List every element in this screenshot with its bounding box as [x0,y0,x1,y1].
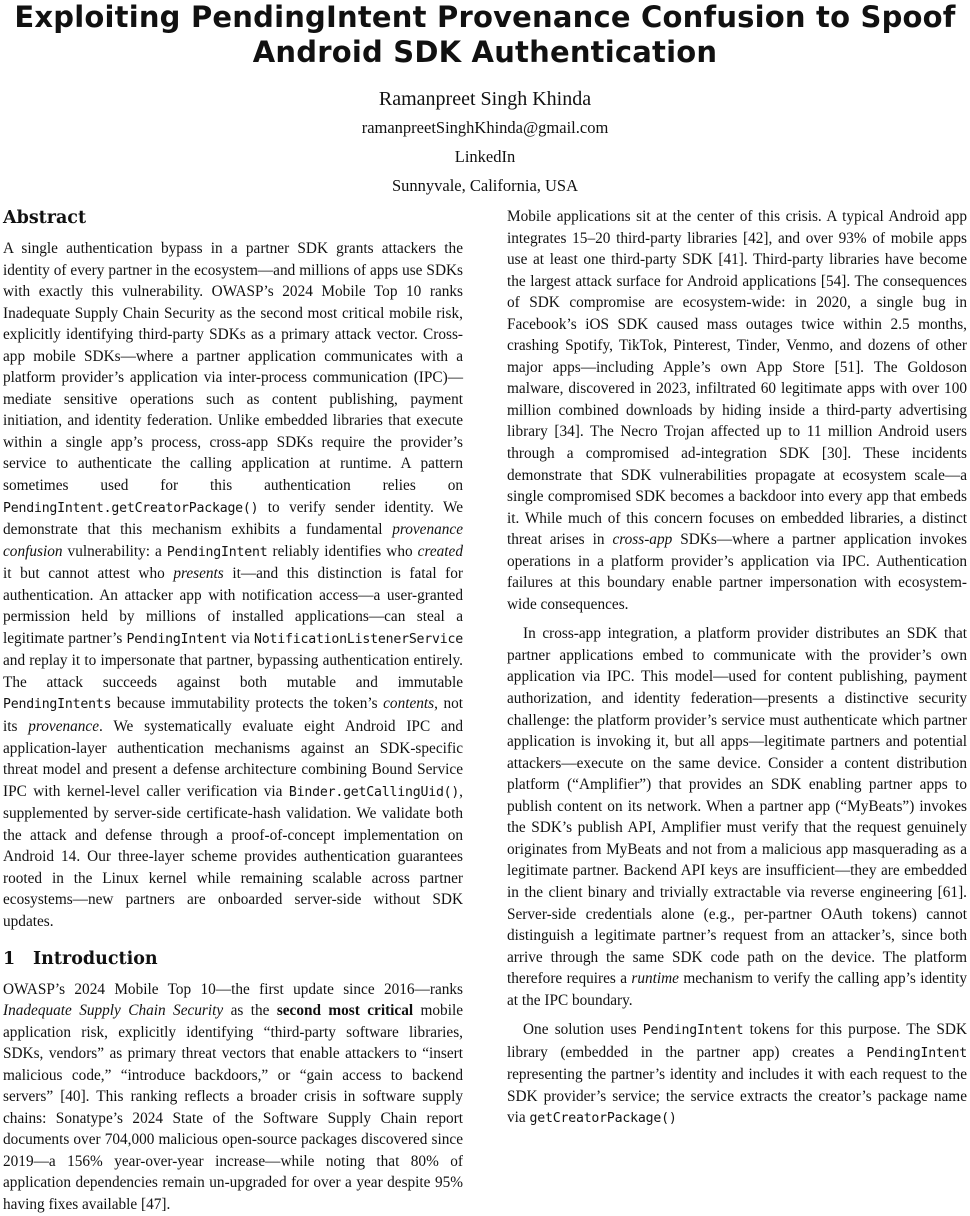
introduction-heading: 1 Introduction [3,948,158,969]
author-email: ramanpreetSinghKhinda@gmail.com [361,118,609,137]
intro-paragraph-1: OWASP’s 2024 Mobile Top 10—the first update since 2016—ranks Inadequate Supply Chain Security as the second most critical mobile application risk, explicitly identifying “third-party software libraries, SDKs, vendors” as primary threat vectors that enable attackers to “insert malicious code,” “introduce backdoors,” or “gain access to backend servers” [40]. This ranking reflects a broader crisis in software supply chains: Sonatype’s 2024 State of the Software Supply Chain report documents over 704,000 malicious open-source packages discovered since 2019—a 156% year-over-year increase—while noting that 80% of application dependencies remain un-upgraded for over a year despite 95% having fixes available [47]. [3,980,463,1213]
paper-title: Exploiting PendingIntent Provenance Confusion to Spoof Android SDK Authentication [14,0,956,69]
author-name: Ramanpreet Singh Khinda [378,88,592,110]
intro-paragraph-2: Mobile applications sit at the center of this crisis. A typical Android app integrates 15–20 third-party libraries [42], and over 93% of mobile apps use at least one third-party SDK [41]. Third-party libraries have become the largest attack surface for Android applications [54]. The consequences of SDK compromise are ecosystem-wide: in 2020, a single bug in Facebook’s iOS SDK caused mass outages twice within 2.5 months, crashing Spotify, TikTok, Pinterest, Tinder, Venmo, and dozens of other major apps—including Apple’s own App Store [51]. The Goldoson malware, discovered in 2023, infiltrated 60 legitimate apps with over 100 million combined downloads by hiding inside a third-party advertising library [34]. The Necro Trojan affected up to 11 million Android users through a compromised ad-integration SDK [30]. These incidents demonstrate that SDK vulnerabilities propagate at ecosystem scale—a single compromised SDK becomes a backdoor into every app that embeds it. While much of this concern focuses on embedded libraries, a distinct threat arises in cross-app SDKs—where a partner application invokes operations in a platform provider’s application via IPC. Authentication failures at this boundary enable partner impersonation with ecosystem-wide consequences. [507,208,967,613]
intro-paragraph-4: One solution uses PendingIntent tokens for this purpose. The SDK library (embedded in the partner app) creates a PendingIntent representing the partner’s identity and includes it with each request to the SDK provider’s service; the service extracts the creator’s package name via getCreatorPackage() [507,1021,967,1127]
right-column [507,206,967,1130]
intro-paragraph-3: In cross-app integration, a platform provider distributes an SDK that partner applications embed to communicate with the provider’s own application via IPC. This model—used for content publishing, payment authorization, and identity federation—presents a distinctive security challenge: the platform provider’s service must authenticate which partner application is invoking it, but all apps—legitimate partners and potential attackers—execute on the same device. Consider a content distribution platform (“Amplifier”) that provides an SDK enabling partner apps to publish content on its network. When a partner app (“MyBeats”) invokes the SDK’s publish API, Amplifier must verify that the request genuinely originates from MyBeats and not from a malicious app masquerading as a legitimate partner. Backend API keys are insufficient—they are embedded in the client binary and trivially extractable via reverse engineering [61]. Server-side credentials alone (e.g., per-partner OAuth tokens) cannot distinguish a legitimate partner’s request from an attacker’s, since both arrive through the same SDK code path on the device. The platform therefore requires a runtime mechanism to verify the calling app’s identity at the IPC boundary. [507,625,967,1009]
left-column [3,206,463,1216]
abstract-heading: Abstract [3,208,87,228]
author-affiliation: LinkedIn [454,147,516,166]
author-location: Sunnyvale, California, USA [391,176,579,195]
abstract-paragraph: A single authentication bypass in a partner SDK grants attackers the identity of every partner in the ecosystem—and millions of apps use SDKs with exactly this vulnerability. OWASP’s 2024 Mobile Top 10 ranks Inadequate Supply Chain Security as the second most critical mobile risk, explicitly identifying third-party SDKs as a primary attack vector. Cross-app mobile SDKs—where a partner application communicates with a platform provider’s application via inter-process communication (IPC)—mediate sensitive operations such as content publishing, payment initiation, and identity federation. Unlike embedded libraries that execute within a single app’s process, cross-app SDKs require the provider’s service to authenticate the calling application at runtime. A pattern sometimes used for this authentication relies on PendingIntent.getCreatorPackage() to verify sender identity. We demonstrate that this mechanism exhibits a fundamental provenance confusion vulnerability: a PendingIntent reliably identifies who created it but cannot attest who presents it—and this distinction is fatal for authentication. An attacker app with notification access—a user-granted permission held by millions of installed applications—can steal a legitimate partner’s PendingIntent via NotificationListenerService and replay it to impersonate that partner, bypassing authentication entirely. The attack succeeds against both mutable and immutable PendingIntents because immutability protects the token’s contents, not its provenance. We systematically evaluate eight Android IPC and application-layer authentication mechanisms against an SDK-specific threat model and present a defense architecture combining Bound Service IPC with kernel-level caller verification via Binder.getCallingUid(), supplemented by server-side certificate-hash validation. We validate both the attack and defense through a proof-of-concept implementation on Android 14. Our three-layer scheme provides authentication guarantees rooted in the Linux kernel while remaining scalable across partner ecosystems—new partners are onboarded server-side without SDK updates. [3,240,464,930]
